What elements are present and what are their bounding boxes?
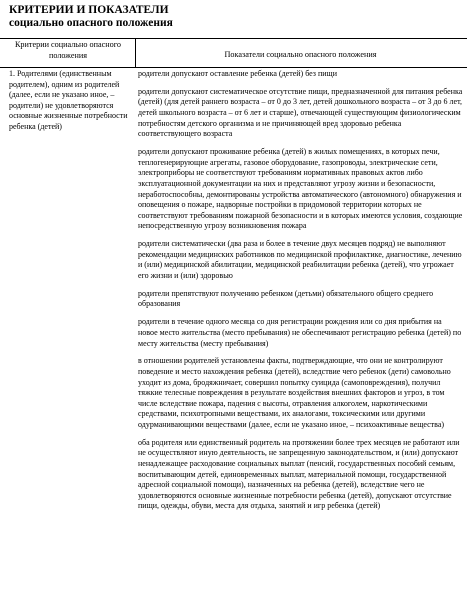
header-bottom-border <box>0 67 467 68</box>
header-column-divider <box>135 38 136 67</box>
criterion-cell: 1. Родителями (единственным родителем), одним из родителей (далее, если не указано иное, – родители) не удовлетворяются основные жизненные потребности ребенка (детей) <box>9 69 128 131</box>
table-top-border <box>0 38 467 39</box>
indicator-paragraph: родители допускают проживание ребенка (детей) в жилых помещениях, в которых печи, теплогенерирующие агрегаты, газовое оборудование, газопроводы, электрические сети, электроприборы не соответствуют требованиям нормативных правовых актов либо эксплуатационной документации на них и представляют угрозу жизни и безопасности, неработоспособны, демонтированы устройства автоматического (автономного) обнаружения и оповещения о пожаре, надворные постройки в придомовой территории которых не соответствуют требованиям пожарной безопасности и в которых имеются условия, создающие непосредственную угрозу возникновения пожара <box>138 147 463 231</box>
indicators-cell <box>138 69 463 519</box>
header-criteria: Критерии социально опасного положения <box>14 40 122 60</box>
indicator-paragraph: родители в течение одного месяца со дня регистрации рождения или со дня прибытия на новое место жительства (место пребывания) не обеспечивают регистрацию ребенка (детей) по месту жительства (месту пребывания) <box>138 317 462 348</box>
indicator-paragraph: родители систематически (два раза и более в течение двух месяцев подряд) не выполняют рекомендации медицинских работников по медицинской профилактике, диагностике, лечению и (или) медицинской абилитации, медицинской реабилитации ребенка (детей), что угрожает его жизни и (или) здоровью <box>138 239 462 280</box>
title-line-1: КРИТЕРИИ И ПОКАЗАТЕЛИ <box>9 4 169 16</box>
title-line-2: социально опасного положения <box>9 17 173 29</box>
indicator-paragraph: родители допускают систематическое отсутствие пищи, предназначенной для питания ребенка (детей) (для детей раннего возраста – от 0 до 3 лет, детей дошкольного возраста – от 3 до 6 лет, детей школьного возраста – от 6 лет и старше), отвечающей существующим физиологическим потребностям детского организма и не причиняющей вред здоровью ребенка соответствующего возраста <box>138 86 463 139</box>
indicator-paragraph: оба родителя или единственный родитель на протяжении более трех месяцев не работают или не осуществляют иную деятельность, не запрещенную законодательством, и (или) допускают ненадлежащее расходование социальных выплат (пенсий, государственных пособий семьям, воспитывающим детей, единовременных выплат, материальной помощи, государственной адресной социальной помощи), назначенных на ребенка (детей), вследствие чего не удовлетворяются основные жизненные потребности ребенка (детей), допускают отсутствие пищи, одежды, обуви, места для отдыха, занятий и игр ребенка (детей) <box>138 437 460 511</box>
document-title <box>9 4 173 30</box>
indicator-paragraph: в отношении родителей установлены факты, подтверждающие, что они не контролируют поведение и место нахождения ребенка (детей), вследствие чего ребенок (дети) самовольно уходит из дома, бродяжничает, совершил попытку суицида (самоповреждения), получил тяжкие телесные повреждения в результате воздействия внешних факторов и угроз, в том числе вследствие пожара, падения с высоты, отравления алкоголем, наркотическими средствами, психотропными веществами, их аналогами, токсическими или другими одурманивающими веществами (далее, если не указано иное, – психоактивные вещества) <box>138 356 451 429</box>
header-indicators: Показатели социально опасного положения <box>224 50 377 59</box>
indicator-paragraph: родители допускают оставление ребенка (детей) без пищи <box>138 69 337 78</box>
indicator-paragraph: родители препятствуют получению ребенком (детьми) обязательного общего среднего образования <box>138 288 434 309</box>
